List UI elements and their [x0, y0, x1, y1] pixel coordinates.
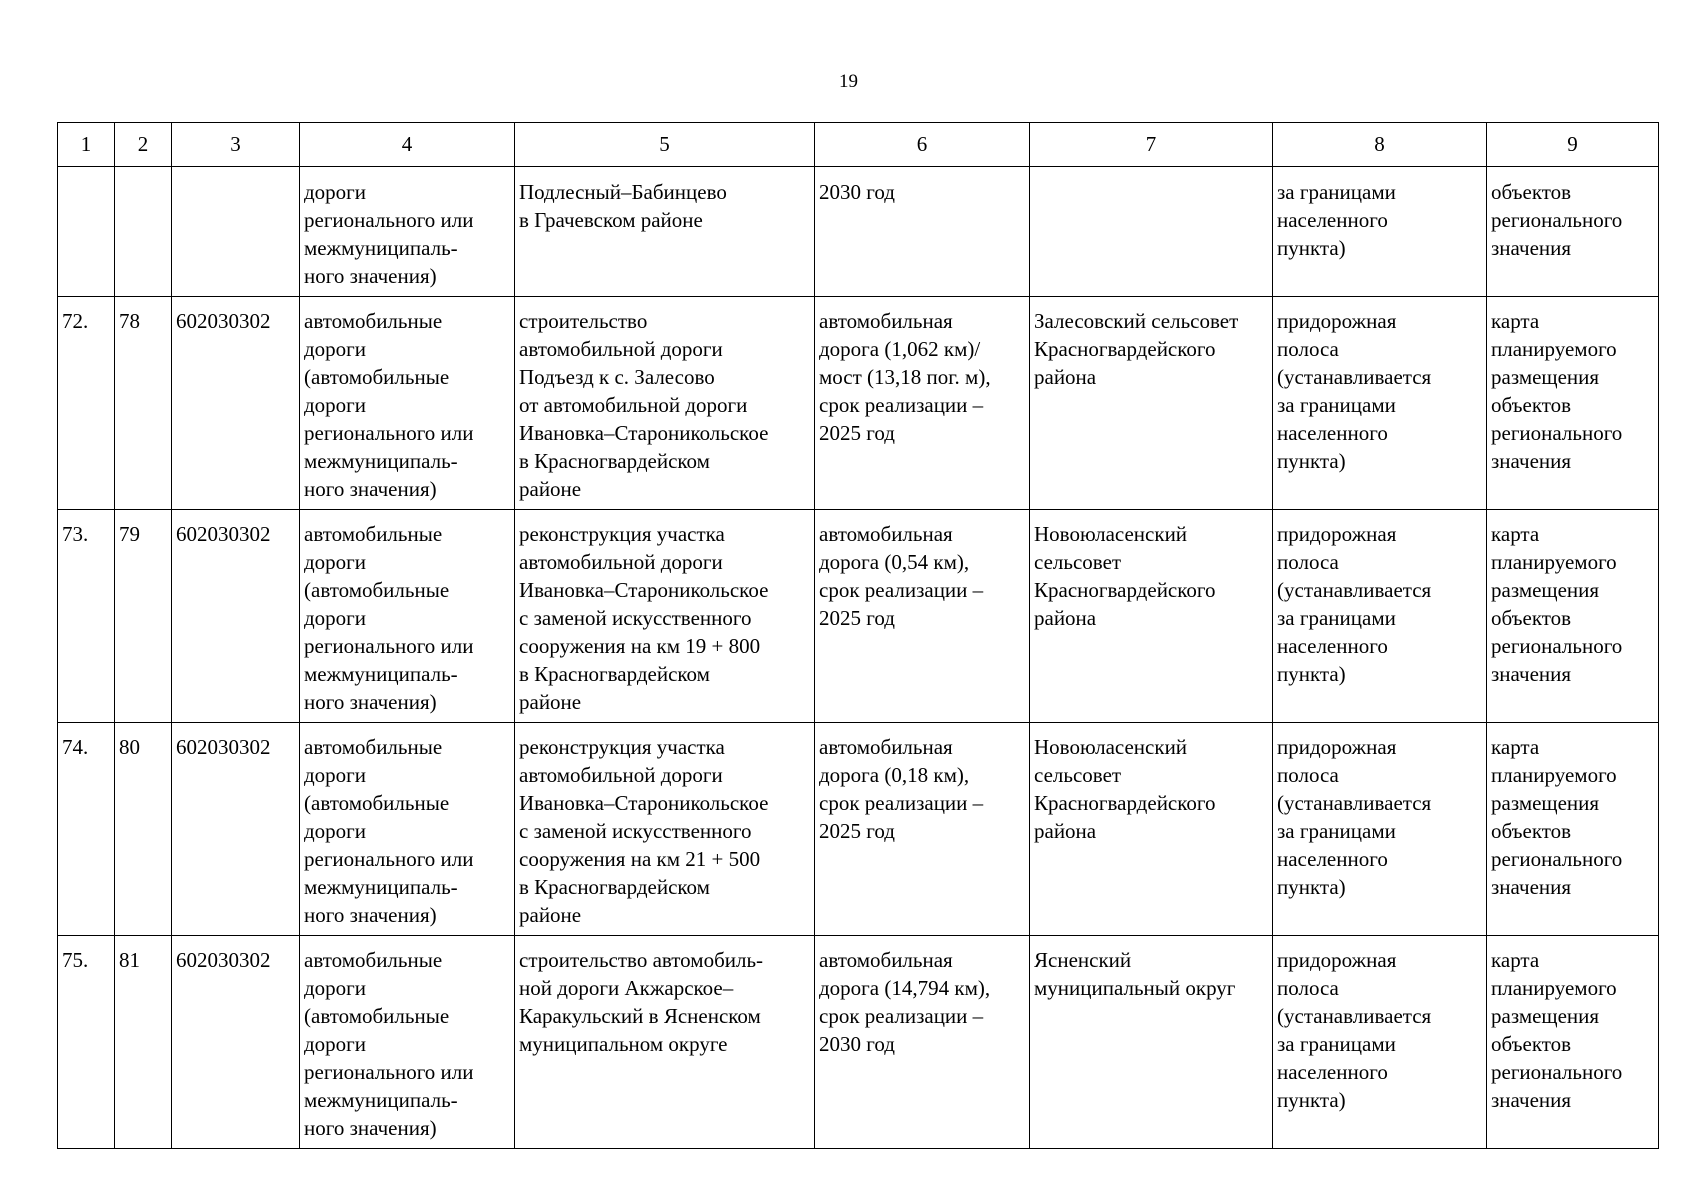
object-type-cell [300, 936, 515, 1149]
cell-text: Залесовский сельсовет Красногвардейского района [1034, 309, 1239, 389]
cell-text: 80 [119, 735, 140, 759]
cell-text: 78 [119, 309, 140, 333]
zone-cell [1273, 936, 1487, 1149]
cell-text: 602030302 [176, 522, 271, 546]
zone-cell [1273, 297, 1487, 510]
object-type-cell [300, 723, 515, 936]
code-cell [172, 936, 300, 1149]
cell-text: автомобильная дорога (1,062 км)/ мост (13,18 пог. м), срок реализации – 2025 год [819, 309, 991, 445]
cell-text: 602030302 [176, 309, 271, 333]
object-name-cell [515, 510, 815, 723]
cell-text: карта планируемого размещения объектов регионального значения [1491, 735, 1623, 899]
cell-text: за границами населенного пункта) [1277, 180, 1396, 260]
cell-text: Подлесный–Бабинцево в Грачевском районе [519, 180, 727, 232]
zone-cell [1273, 723, 1487, 936]
object-name-cell [515, 723, 815, 936]
cell-text: автомобильные дороги (автомобильные дороги регионального или межмуниципаль- ного значения) [304, 309, 474, 501]
column-header: 2 [115, 123, 172, 167]
cell-text: 79 [119, 522, 140, 546]
cell-text: автомобильные дороги (автомобильные дороги регионального или межмуниципаль- ного значения) [304, 522, 474, 714]
cell-text: 81 [119, 948, 140, 972]
map-cell [1487, 297, 1659, 510]
row-number-cell [58, 510, 115, 723]
table-row [58, 510, 1659, 723]
code-cell [172, 723, 300, 936]
cell-text: 74. [62, 735, 89, 759]
cell-text: строительство автомобильной дороги Подъезд к с. Залесово от автомобильной дороги Ивановка–Староникольское в Красногвардейском районе [519, 309, 769, 501]
map-cell [1487, 510, 1659, 723]
object-number-cell [115, 936, 172, 1149]
cell-text: придорожная полоса (устанавливается за границами населенного пункта) [1277, 522, 1432, 686]
location-cell [1030, 167, 1273, 297]
row-number-cell [58, 167, 115, 297]
cell-text: 602030302 [176, 735, 271, 759]
location-cell [1030, 297, 1273, 510]
object-number-cell [115, 723, 172, 936]
cell-text: Новоюласенский сельсовет Красногвардейского района [1034, 522, 1216, 630]
column-header: 1 [58, 123, 115, 167]
characteristics-cell [815, 167, 1030, 297]
cell-text: автомобильная дорога (0,18 км), срок реализации – 2025 год [819, 735, 984, 843]
map-cell [1487, 723, 1659, 936]
cell-text: Ясненский муниципальный округ [1034, 948, 1236, 1000]
cell-text: автомобильные дороги (автомобильные дороги регионального или межмуниципаль- ного значения) [304, 735, 474, 927]
column-header: 5 [515, 123, 815, 167]
cell-text: дороги регионального или межмуниципаль- ного значения) [304, 180, 474, 288]
column-header: 4 [300, 123, 515, 167]
object-type-cell [300, 510, 515, 723]
cell-text: 75. [62, 948, 89, 972]
column-header: 7 [1030, 123, 1273, 167]
characteristics-cell [815, 297, 1030, 510]
table-row [58, 297, 1659, 510]
cell-text: 73. [62, 522, 89, 546]
cell-text: автомобильные дороги (автомобильные дороги регионального или межмуниципаль- ного значения) [304, 948, 474, 1140]
location-cell [1030, 510, 1273, 723]
object-number-cell [115, 510, 172, 723]
object-name-cell [515, 167, 815, 297]
cell-text: карта планируемого размещения объектов регионального значения [1491, 522, 1623, 686]
map-cell [1487, 936, 1659, 1149]
object-type-cell [300, 297, 515, 510]
cell-text: реконструкция участка автомобильной дороги Ивановка–Староникольское с заменой искусственного сооружения на км 21 + 500 в Красногвардейском районе [519, 735, 769, 927]
location-cell [1030, 723, 1273, 936]
characteristics-cell [815, 723, 1030, 936]
characteristics-cell [815, 936, 1030, 1149]
cell-text: придорожная полоса (устанавливается за границами населенного пункта) [1277, 948, 1432, 1112]
code-cell [172, 167, 300, 297]
page-number: 19 [839, 71, 858, 92]
object-number-cell [115, 167, 172, 297]
row-number-cell [58, 297, 115, 510]
cell-text: строительство автомобиль- ной дороги Акжарское– Каракульский в Ясненском муниципальном округе [519, 948, 764, 1056]
cell-text: автомобильная дорога (14,794 км), срок реализации – 2030 год [819, 948, 991, 1056]
column-header: 3 [172, 123, 300, 167]
table-row [58, 936, 1659, 1149]
cell-text: 602030302 [176, 948, 271, 972]
object-number-cell [115, 297, 172, 510]
zone-cell [1273, 510, 1487, 723]
object-name-cell [515, 297, 815, 510]
table-row [58, 723, 1659, 936]
cell-text: придорожная полоса (устанавливается за границами населенного пункта) [1277, 735, 1432, 899]
cell-text: 2030 год [819, 180, 895, 204]
table-header-row [58, 123, 1659, 167]
cell-text: автомобильная дорога (0,54 км), срок реализации – 2025 год [819, 522, 984, 630]
objects-table [57, 122, 1659, 1149]
column-header: 8 [1273, 123, 1487, 167]
cell-text: объектов регионального значения [1491, 180, 1623, 260]
cell-text: 72. [62, 309, 89, 333]
map-cell [1487, 167, 1659, 297]
location-cell [1030, 936, 1273, 1149]
cell-text: карта планируемого размещения объектов регионального значения [1491, 309, 1623, 473]
characteristics-cell [815, 510, 1030, 723]
object-name-cell [515, 936, 815, 1149]
code-cell [172, 297, 300, 510]
row-number-cell [58, 723, 115, 936]
object-type-cell [300, 167, 515, 297]
cell-text: придорожная полоса (устанавливается за границами населенного пункта) [1277, 309, 1432, 473]
column-header: 6 [815, 123, 1030, 167]
cell-text: реконструкция участка автомобильной дороги Ивановка–Староникольское с заменой искусственного сооружения на км 19 + 800 в Красногвардейском районе [519, 522, 769, 714]
row-number-cell [58, 936, 115, 1149]
column-header: 9 [1487, 123, 1659, 167]
cell-text: карта планируемого размещения объектов регионального значения [1491, 948, 1623, 1112]
zone-cell [1273, 167, 1487, 297]
table-row [58, 167, 1659, 297]
cell-text: Новоюласенский сельсовет Красногвардейского района [1034, 735, 1216, 843]
code-cell [172, 510, 300, 723]
